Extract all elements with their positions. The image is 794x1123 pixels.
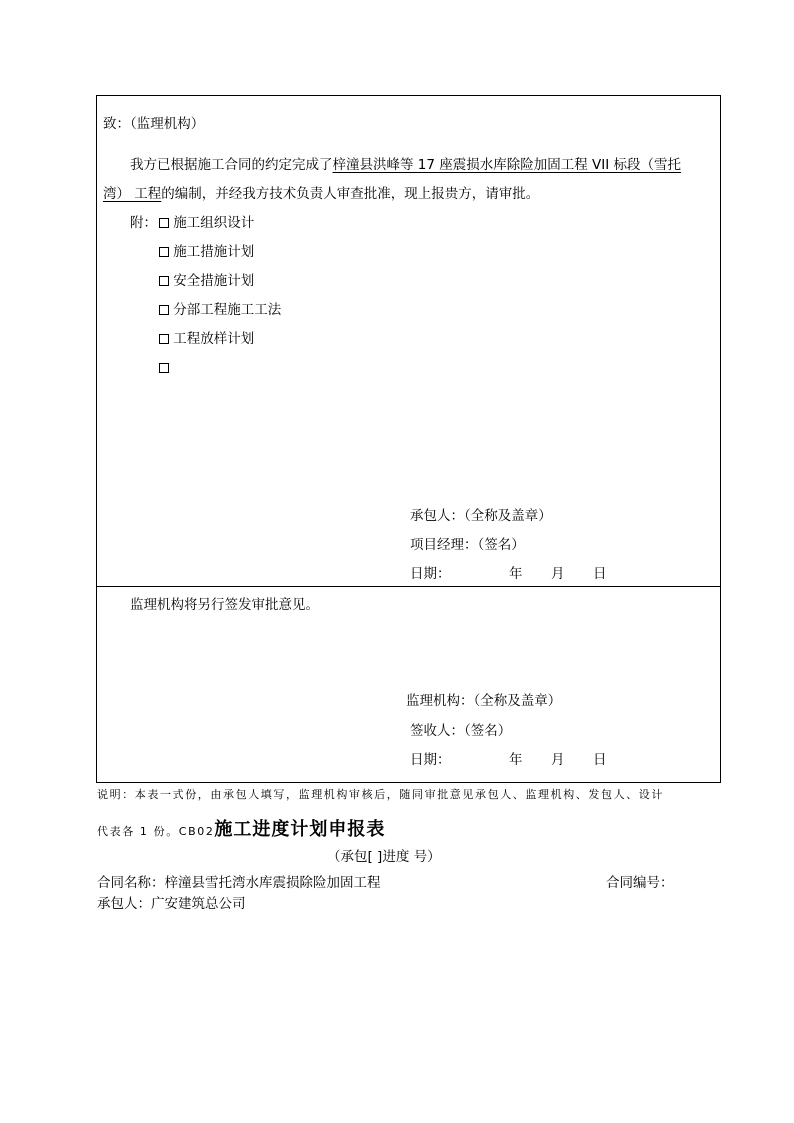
date-label: 日期： (410, 752, 451, 768)
attachment-label: 施工措施计划 (173, 244, 255, 260)
form-divider (96, 586, 721, 587)
supervisor-label: 监理机构：（全称及盖章） (406, 693, 562, 709)
checkbox-icon[interactable] (159, 276, 169, 286)
paragraph-text-b: 的编制，并经我方技术负责人审查批准，现上报贵方，请审批。 (161, 186, 540, 202)
date-month: 月 (551, 566, 565, 582)
attachment-label: 工程放样计划 (173, 331, 255, 347)
checkbox-icon[interactable] (159, 305, 169, 315)
paragraph-line-1 (130, 156, 681, 174)
attachment-item (159, 359, 173, 377)
to-line: 致：（监理机构） (103, 116, 205, 132)
date-year: 年 (509, 566, 523, 582)
note-prefix: 代表各 1 份。CB02 (97, 825, 215, 838)
paragraph-line-2 (103, 185, 539, 203)
date-day: 日 (593, 566, 607, 582)
page-title: 施工进度计划申报表 (214, 819, 386, 840)
date-label: 日期： (410, 566, 451, 582)
checkbox-icon[interactable] (159, 363, 169, 373)
attachment-item (159, 330, 254, 348)
attachment-item (159, 243, 254, 261)
code-line: （承包[ ]进度 号） (327, 849, 441, 865)
receiver-label: 签收人：（签名） (410, 723, 512, 739)
project-name-part1: 梓潼县洪峰等 17 座震损水库除险加固工程 VII 标段（雪托 (332, 157, 682, 173)
attachment-item (159, 214, 254, 232)
attachment-label: 施工组织设计 (173, 215, 255, 231)
project-name-part2: 湾） 工程 (103, 186, 162, 202)
note-line-2 (97, 815, 385, 841)
attachment-item (159, 301, 281, 319)
contractor-name: 承包人：广安建筑总公司 (97, 896, 246, 912)
attach-label: 附： (130, 215, 157, 231)
contractor-label: 承包人：（全称及盖章） (410, 508, 552, 524)
contract-name: 合同名称：梓潼县雪托湾水库震损除险加固工程 (97, 875, 381, 891)
attachment-label: 安全措施计划 (173, 273, 255, 289)
date-month: 月 (551, 752, 565, 768)
date-year: 年 (509, 752, 523, 768)
supervisor-text: 监理机构将另行签发审批意见。 (130, 597, 319, 613)
checkbox-icon[interactable] (159, 218, 169, 228)
paragraph-text-a: 我方已根据施工合同的约定完成了 (130, 157, 333, 173)
note-line-1: 说明：本表一式份，由承包人填写，监理机构审核后，随同审批意见承包人、监理机构、发包人、设计 (97, 788, 664, 801)
attachment-item (159, 272, 254, 290)
checkbox-icon[interactable] (159, 334, 169, 344)
manager-label: 项目经理：（签名） (410, 537, 525, 553)
attachment-label: 分部工程施工工法 (173, 302, 282, 318)
checkbox-icon[interactable] (159, 247, 169, 257)
contract-number-label: 合同编号： (606, 875, 674, 891)
date-day: 日 (593, 752, 607, 768)
